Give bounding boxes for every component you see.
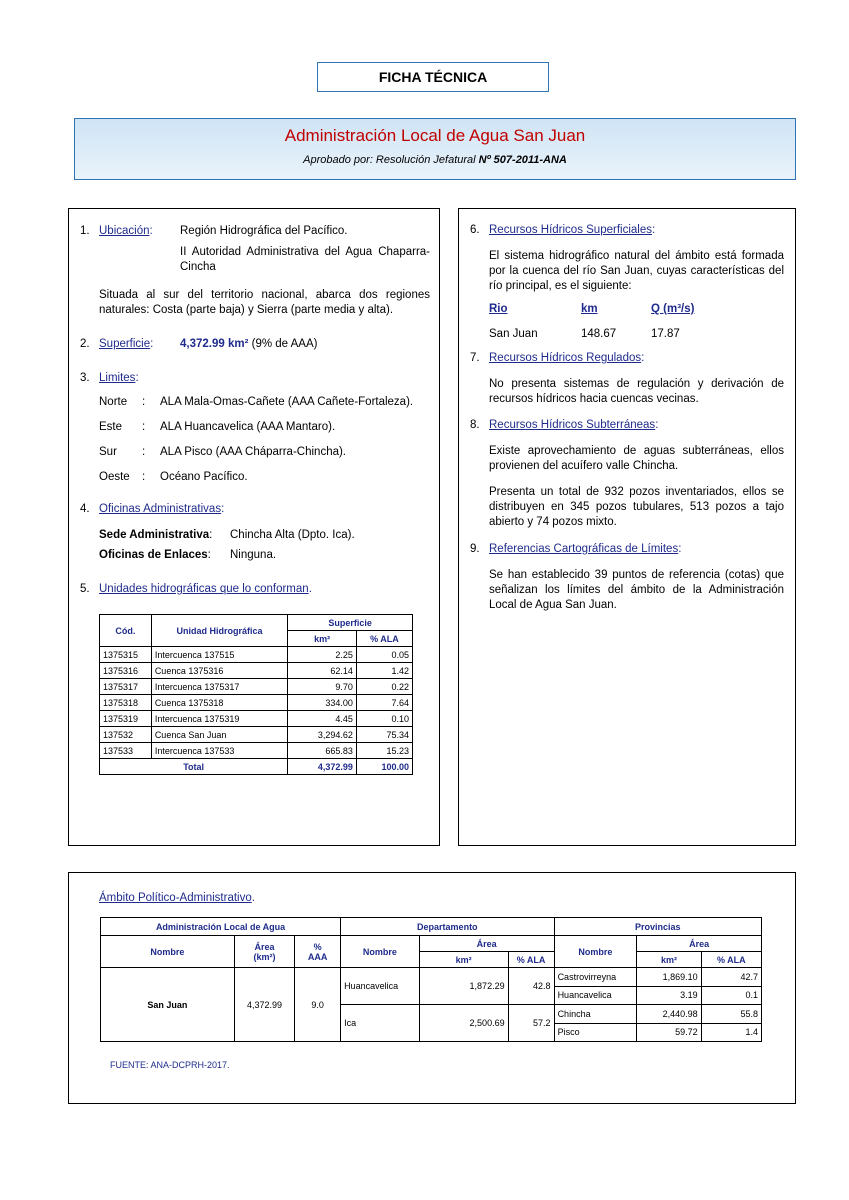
- prov-nombre: Pisco: [554, 1023, 637, 1042]
- cell-pct: 15.23: [356, 743, 412, 759]
- table-row: [100, 647, 413, 663]
- header-subtitle: [75, 154, 795, 166]
- cell-unidad: Intercuenca 137515: [151, 647, 287, 663]
- limit-value: Océano Pacífico.: [160, 471, 248, 483]
- prov-pct: 42.7: [701, 968, 761, 987]
- section-4-title: Oficinas Administrativas:: [99, 503, 225, 515]
- cell-unidad: Cuenca San Juan: [151, 727, 287, 743]
- cell-pct: 0.10: [356, 711, 412, 727]
- fuente-note: FUENTE: ANA-DCPRH-2017.: [110, 1060, 230, 1070]
- total-pct: 100.00: [356, 759, 412, 775]
- col-header-dep-nombre: Nombre: [341, 936, 420, 968]
- total-label: Total: [100, 759, 288, 775]
- sede-label: Sede Administrativa:: [99, 529, 213, 541]
- hydro-units-table: [99, 614, 413, 775]
- ala-nombre: San Juan: [101, 968, 235, 1042]
- dep-km: 1,872.29: [419, 968, 508, 1005]
- col-header-departamento: Departamento: [341, 918, 555, 936]
- rio-km: 148.67: [581, 328, 617, 340]
- prov-km: 3.19: [637, 986, 701, 1005]
- section-9-title: Referencias Cartográficas de Límites:: [489, 543, 682, 555]
- total-km: 4,372.99: [288, 759, 357, 775]
- col-header-prov-nombre: Nombre: [554, 936, 637, 968]
- section-9-number: 9.: [470, 543, 480, 555]
- col-header-prov-km: km²: [637, 952, 701, 968]
- table-row: [100, 663, 413, 679]
- section-2-title: Superficie:: [99, 338, 154, 350]
- cell-pct: 0.22: [356, 679, 412, 695]
- col-header-km: km²: [288, 631, 357, 647]
- subterraneas-paragraph-1: Existe aprovechamiento de aguas subterráneas, ellos provienen del acuífero valle Chincha.: [489, 445, 784, 472]
- limit-value: ALA Pisco (AAA Cháparra-Chincha).: [160, 446, 347, 458]
- q-header: Q (m³/s): [651, 303, 695, 315]
- section-2-number: 2.: [80, 338, 90, 350]
- cell-cod: 1375317: [100, 679, 152, 695]
- ambito-table: [100, 917, 762, 1042]
- prov-nombre: Chincha: [554, 1005, 637, 1024]
- col-header-ala: Administración Local de Agua: [101, 918, 341, 936]
- prov-km: 2,440.98: [637, 1005, 701, 1024]
- resolution-number: Nº 507-2011-ANA: [478, 154, 567, 166]
- cell-cod: 1375318: [100, 695, 152, 711]
- col-header-pct-aaa: % AAA: [295, 936, 341, 968]
- prov-pct: 1.4: [701, 1023, 761, 1042]
- prov-km: 59.72: [637, 1023, 701, 1042]
- cell-cod: 137533: [100, 743, 152, 759]
- limit-value: ALA Mala-Omas-Cañete (AAA Cañete-Fortaleza).: [160, 396, 414, 408]
- subtitle-prefix: Aprobado por: Resolución Jefatural: [303, 154, 479, 166]
- superficiales-paragraph: El sistema hidrográfico natural del ámbito está formada por la cuenca del río San Juan, cuyas características del río principal, es el siguiente:: [489, 250, 784, 292]
- regulados-paragraph: No presenta sistemas de regulación y derivación de recursos hídricos hacia cuencas vecinas.: [489, 378, 784, 405]
- limit-sep: :: [142, 421, 146, 433]
- cartograficas-paragraph: Se han establecido 39 puntos de referencia (cotas) que señalizan los límites del ámbito de la Administración Local de Agua San Juan.: [489, 569, 784, 611]
- km-header: km: [581, 303, 598, 315]
- table-row: [100, 679, 413, 695]
- dep-pct: 42.8: [508, 968, 554, 1005]
- enlaces-value: Ninguna.: [230, 549, 277, 561]
- prov-pct: 55.8: [701, 1005, 761, 1024]
- table-row: [101, 968, 762, 987]
- cell-km: 665.83: [288, 743, 357, 759]
- ubicacion-line-2: II Autoridad Administrativa del Agua Chaparra-Cincha: [180, 246, 430, 273]
- superficie-value: 4,372.99 km² (9% de AAA): [180, 338, 318, 350]
- col-header-area: Área (km²): [234, 936, 294, 968]
- cell-pct: 75.34: [356, 727, 412, 743]
- prov-pct: 0.1: [701, 986, 761, 1005]
- section-7-title: Recursos Hídricos Regulados:: [489, 352, 645, 364]
- cell-unidad: Cuenca 1375318: [151, 695, 287, 711]
- cell-cod: 1375316: [100, 663, 152, 679]
- cell-unidad: Intercuenca 1375319: [151, 711, 287, 727]
- rio-name: San Juan: [489, 328, 538, 340]
- col-header-pct: % ALA: [356, 631, 412, 647]
- cell-km: 62.14: [288, 663, 357, 679]
- rio-q: 17.87: [651, 328, 680, 340]
- col-header-dep-km: km²: [419, 952, 508, 968]
- section-3-title: Limites:: [99, 372, 139, 384]
- subterraneas-paragraph-2: Presenta un total de 932 pozos inventariados, ellos se distribuyen en 345 pozos tubulares, 513 pozos a tajo abierto y 74 pozos mixto.: [489, 486, 784, 528]
- enlaces-label: Oficinas de Enlaces:: [99, 549, 211, 561]
- header-title: Administración Local de Agua San Juan: [284, 126, 586, 145]
- cell-km: 334.00: [288, 695, 357, 711]
- section-4-number: 4.: [80, 503, 90, 515]
- cell-cod: 137532: [100, 727, 152, 743]
- prov-nombre: Castrovirreyna: [554, 968, 637, 987]
- ala-pct: 9.0: [295, 968, 341, 1042]
- section-8-number: 8.: [470, 419, 480, 431]
- cell-unidad: Cuenca 1375316: [151, 663, 287, 679]
- header-banner: [74, 118, 796, 180]
- col-header-provincias: Provincias: [554, 918, 761, 936]
- cell-cod: 1375315: [100, 647, 152, 663]
- cell-km: 2.25: [288, 647, 357, 663]
- section-5-title: Unidades hidrográficas que lo conforman.: [99, 583, 312, 595]
- col-header-prov-pct: % ALA: [701, 952, 761, 968]
- dep-km: 2,500.69: [419, 1005, 508, 1042]
- cell-pct: 7.64: [356, 695, 412, 711]
- prov-km: 1,869.10: [637, 968, 701, 987]
- limit-sep: :: [142, 446, 146, 458]
- ubicacion-line-1: Región Hidrográfica del Pacífico.: [180, 225, 348, 237]
- limit-dir: Sur: [99, 446, 117, 458]
- section-3-number: 3.: [80, 372, 90, 384]
- cell-unidad: Intercuenca 137533: [151, 743, 287, 759]
- cell-pct: 0.05: [356, 647, 412, 663]
- section-5-number: 5.: [80, 583, 90, 595]
- table-row: [100, 743, 413, 759]
- section-8-title: Recursos Hídricos Subterráneas:: [489, 419, 659, 431]
- rio-header: Rio: [489, 303, 508, 315]
- page-title: FICHA TÉCNICA: [317, 62, 549, 92]
- ubicacion-paragraph: Situada al sur del territorio nacional, abarca dos regiones naturales: Costa (parte baja) y Sierra (parte media y alta).: [99, 289, 430, 316]
- limit-sep: :: [142, 396, 146, 408]
- dep-nombre: Ica: [341, 1005, 420, 1042]
- table-row: [100, 727, 413, 743]
- limit-sep: :: [142, 471, 146, 483]
- col-header-dep-pct: % ALA: [508, 952, 554, 968]
- cell-unidad: Intercuenca 1375317: [151, 679, 287, 695]
- right-content: [458, 208, 796, 846]
- cell-cod: 1375319: [100, 711, 152, 727]
- section-1-number: 1.: [80, 225, 90, 237]
- col-header-cod: Cód.: [100, 615, 152, 647]
- table-row: [100, 695, 413, 711]
- limit-dir: Oeste: [99, 471, 130, 483]
- dep-pct: 57.2: [508, 1005, 554, 1042]
- total-row: [100, 759, 413, 775]
- limit-dir: Este: [99, 421, 123, 433]
- col-header-nombre: Nombre: [101, 936, 235, 968]
- col-header-superficie: Superficie: [288, 615, 413, 631]
- cell-km: 3,294.62: [288, 727, 357, 743]
- limit-dir: Norte: [99, 396, 128, 408]
- sede-value: Chincha Alta (Dpto. Ica).: [230, 529, 355, 541]
- col-header-prov-area: Área: [637, 936, 762, 952]
- section-6-title: Recursos Hídricos Superficiales:: [489, 224, 656, 236]
- section-6-number: 6.: [470, 224, 480, 236]
- section-7-number: 7.: [470, 352, 480, 364]
- table-row: [100, 711, 413, 727]
- dep-nombre: Huancavelica: [341, 968, 420, 1005]
- cell-km: 9.70: [288, 679, 357, 695]
- col-header-unidad: Unidad Hidrográfica: [151, 615, 287, 647]
- ambito-title: Ámbito Político-Administrativo.: [99, 892, 255, 904]
- section-1-title: Ubicación:: [99, 225, 153, 237]
- cell-pct: 1.42: [356, 663, 412, 679]
- col-header-dep-area: Área: [419, 936, 554, 952]
- prov-nombre: Huancavelica: [554, 986, 637, 1005]
- left-content: [68, 208, 440, 846]
- limit-value: ALA Huancavelica (AAA Mantaro).: [160, 421, 336, 433]
- ala-area: 4,372.99: [234, 968, 294, 1042]
- bottom-content: [68, 872, 796, 1104]
- cell-km: 4.45: [288, 711, 357, 727]
